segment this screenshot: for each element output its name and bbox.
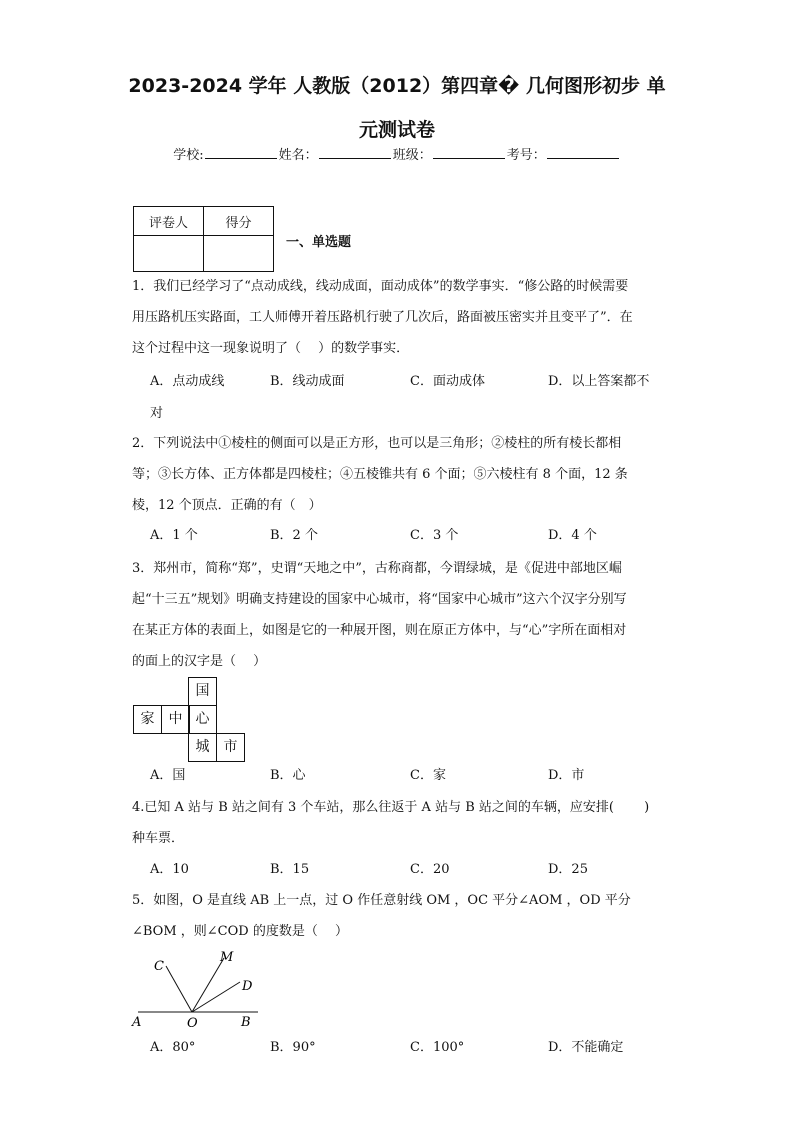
option-d[interactable]: D．25 xyxy=(548,862,588,877)
option-c[interactable]: C．3 个 xyxy=(410,528,459,543)
class-label: 班级： xyxy=(392,148,432,163)
student-info-line xyxy=(0,144,794,163)
net-cell-shi: 市 xyxy=(216,733,245,762)
question-line: 等；③长方体、正方体都是四棱柱；④五棱锥共有 6 个面；⑤六棱柱有 8 个面，12 条 xyxy=(132,467,628,482)
option-d[interactable]: D．不能确定 xyxy=(548,1040,624,1055)
question-line: 用压路机压实路面，工人师傅开着压路机行驶了几次后，路面被压密实并且变平了”．在 xyxy=(132,310,633,325)
question-line: 3．郑州市，简称“郑”，史谓“天地之中”，古称商都，今谓绿城，是《促进中部地区崛 xyxy=(132,561,622,576)
id-label: 考号： xyxy=(506,148,546,163)
option-a[interactable]: A．80° xyxy=(150,1040,196,1055)
label-b: B xyxy=(241,1015,251,1030)
option-a[interactable]: A．点动成线 xyxy=(150,374,225,389)
question-line: 1．我们已经学习了“点动成线，线动成面，面动成体”的数学事实．“修公路的时候需要 xyxy=(132,279,629,294)
ray-oc xyxy=(166,966,192,1012)
question-line: 种车票． xyxy=(132,831,185,846)
option-a[interactable]: A．10 xyxy=(150,862,189,877)
option-d[interactable]: D．以上答案都不 xyxy=(548,374,650,389)
angle-figure xyxy=(128,946,268,1030)
option-d-wrap: 对 xyxy=(150,406,164,421)
question-line: 这个过程中这一现象说明了（ ）的数学事实． xyxy=(132,341,410,356)
score-header: 得分 xyxy=(204,207,274,236)
label-a: A xyxy=(132,1015,142,1030)
option-b[interactable]: B．线动成面 xyxy=(270,374,345,389)
question-line: 5．如图，O 是直线 AB 上一点，过 O 作任意射线 OM ，OC 平分∠AOM ，OD 平分 xyxy=(132,893,631,908)
name-blank[interactable] xyxy=(319,147,391,159)
options-q5 xyxy=(150,1032,670,1063)
options-q1 xyxy=(150,366,670,397)
question-line: 2．下列说法中①棱柱的侧面可以是正方形，也可以是三角形；②棱柱的所有棱长都相 xyxy=(132,436,622,451)
question-line: 的面上的汉字是（ ） xyxy=(132,654,267,669)
option-d[interactable]: D．4 个 xyxy=(548,528,597,543)
option-c[interactable]: C．家 xyxy=(410,768,446,783)
option-b[interactable]: B．心 xyxy=(270,768,306,783)
class-blank[interactable] xyxy=(433,147,505,159)
net-cell-jia: 家 xyxy=(133,705,162,734)
net-cell-guo: 国 xyxy=(188,677,217,706)
option-d[interactable]: D．市 xyxy=(548,768,585,783)
id-blank[interactable] xyxy=(547,147,619,159)
school-blank[interactable] xyxy=(205,147,277,159)
option-c[interactable]: C．20 xyxy=(410,862,450,877)
name-label: 姓名： xyxy=(278,148,318,163)
question-1 xyxy=(132,271,662,364)
page-title xyxy=(120,64,674,152)
score-cell[interactable] xyxy=(204,236,274,272)
question-line: ∠BOM ，则∠COD 的度数是（ ） xyxy=(132,924,348,939)
ray-om xyxy=(192,958,224,1012)
options-q4 xyxy=(150,854,670,885)
option-b[interactable]: B．2 个 xyxy=(270,528,318,543)
label-c: C xyxy=(154,959,164,974)
option-b[interactable]: B．90° xyxy=(270,1040,316,1055)
grader-cell[interactable] xyxy=(134,236,204,272)
question-line: 棱，12 个顶点．正确的有（ ） xyxy=(132,498,322,513)
option-c[interactable]: C．100° xyxy=(410,1040,465,1055)
net-cell-zhong: 中 xyxy=(161,705,190,734)
option-a[interactable]: A．国 xyxy=(150,768,186,783)
ray-od xyxy=(192,982,240,1012)
title-line-1: 2023-2024 学年 人教版（2012）第四章� 几何图形初步 单 xyxy=(128,75,666,97)
options-q3 xyxy=(150,760,670,791)
option-b[interactable]: B．15 xyxy=(270,862,310,877)
options-q2 xyxy=(150,520,670,551)
score-table xyxy=(133,206,274,272)
question-line: 4.已知 A 站与 B 站之间有 3 个车站，那么往返于 A 站与 B 站之间的车辆，应安排( ) xyxy=(132,800,650,815)
question-4 xyxy=(132,792,662,854)
cube-net-figure xyxy=(133,677,248,762)
net-cell-cheng: 城 xyxy=(188,733,217,762)
net-cell-xin: 心 xyxy=(188,705,217,734)
label-d: D xyxy=(242,979,253,994)
question-5 xyxy=(132,885,662,947)
label-o: O xyxy=(187,1016,198,1030)
title-line-2: 元测试卷 xyxy=(358,119,435,141)
question-line: 起“十三五”规划》明确支持建设的国家中心城市，将“国家中心城市”这六个汉字分别写 xyxy=(132,592,627,607)
grader-header: 评卷人 xyxy=(134,207,204,236)
option-c[interactable]: C．面动成体 xyxy=(410,374,485,389)
question-2 xyxy=(132,428,662,521)
label-m: M xyxy=(220,950,234,965)
question-line: 在某正方体的表面上，如图是它的一种展开图，则在原正方体中，与“心”字所在面相对 xyxy=(132,623,627,638)
option-a[interactable]: A．1 个 xyxy=(150,528,198,543)
question-3 xyxy=(132,553,662,677)
school-label: 学校: xyxy=(173,148,204,163)
section-heading: 一、单选题 xyxy=(286,235,352,250)
